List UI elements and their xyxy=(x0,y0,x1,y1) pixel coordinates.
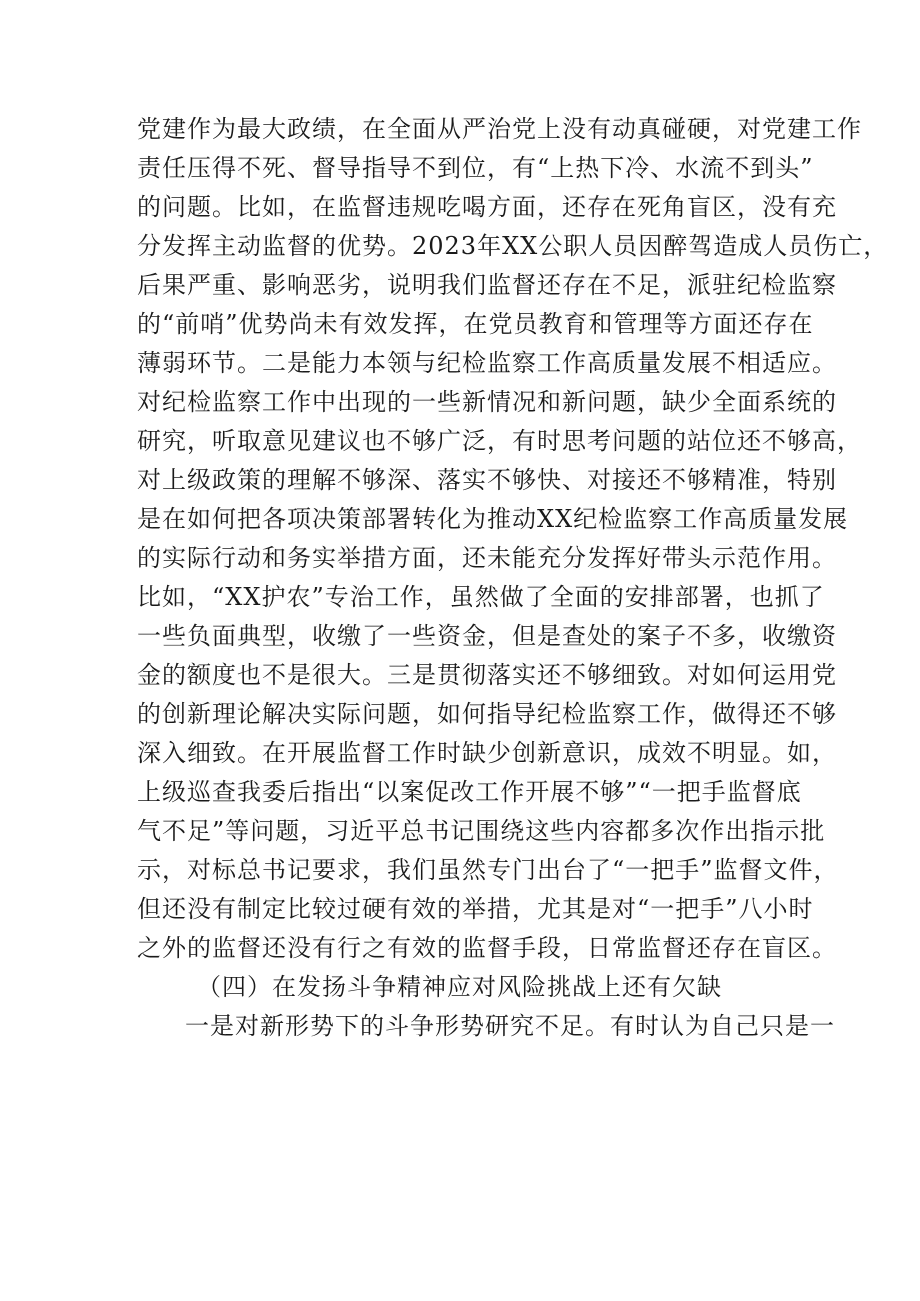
text-line: 研究，听取意见建议也不够广泛，有时思考问题的站位还不够高， xyxy=(137,427,862,455)
text-line: 的“前哨”优势尚未有效发挥，在党员教育和管理等方面还存在 xyxy=(137,310,814,338)
text-line: 比如，“XX护农”专治工作，虽然做了全面的安排部署，也抓了 xyxy=(137,583,825,611)
text-line: 对上级政策的理解不够深、落实不够快、对接还不够精准，特别 xyxy=(137,466,837,494)
text-line: 之外的监督还没有行之有效的监督手段，日常监督还存在盲区。 xyxy=(137,934,837,962)
text-line: 党建作为最大政绩，在全面从严治党上没有动真碰硬，对党建工作 xyxy=(137,115,862,143)
document-body xyxy=(137,110,889,1046)
text-line: 对纪检监察工作中出现的一些新情况和新问题，缺少全面系统的 xyxy=(137,388,837,416)
text-line: 但还没有制定比较过硬有效的举措，尤其是对“一把手”八小时 xyxy=(137,895,814,923)
text-line: 金的额度也不是很大。三是贯彻落实还不够细致。对如何运用党 xyxy=(137,661,837,689)
text-line: 示，对标总书记要求，我们虽然专门出台了“一把手”监督文件， xyxy=(137,856,839,884)
text-line: 的问题。比如，在监督违规吃喝方面，还存在死角盲区，没有充 xyxy=(137,193,837,221)
text-line: 是在如何把各项决策部署转化为推动XX纪检监察工作高质量发展 xyxy=(137,505,849,533)
text-line: 责任压得不死、督导指导不到位，有“上热下冷、水流不到头” xyxy=(137,154,814,182)
section-heading: （四）在发扬斗争精神应对风险挑战上还有欠缺 xyxy=(197,973,722,1001)
text-line: 后果严重、影响恶劣，说明我们监督还存在不足，派驻纪检监察 xyxy=(137,271,837,299)
text-line: 分发挥主动监督的优势。2023年XX公职人员因醉驾造成人员伤亡， xyxy=(137,232,889,260)
text-line: 的创新理论解决实际问题，如何指导纪检监察工作，做得还不够 xyxy=(137,700,837,728)
text-line: 的实际行动和务实举措方面，还未能充分发挥好带头示范作用。 xyxy=(137,544,837,572)
text-line: 薄弱环节。二是能力本领与纪检监察工作高质量发展不相适应。 xyxy=(137,349,837,377)
text-line: 气不足”等问题，习近平总书记围绕这些内容都多次作出指示批 xyxy=(137,817,826,845)
paragraph-first-line: 一是对新形势下的斗争形势研究不足。有时认为自己只是一 xyxy=(185,1012,835,1040)
text-line: 上级巡查我委后指出“以案促改工作开展不够”“一把手监督底 xyxy=(137,778,802,806)
text-line: 深入细致。在开展监督工作时缺少创新意识，成效不明显。如， xyxy=(137,739,837,767)
text-line: 一些负面典型，收缴了一些资金，但是查处的案子不多，收缴资 xyxy=(137,622,837,650)
